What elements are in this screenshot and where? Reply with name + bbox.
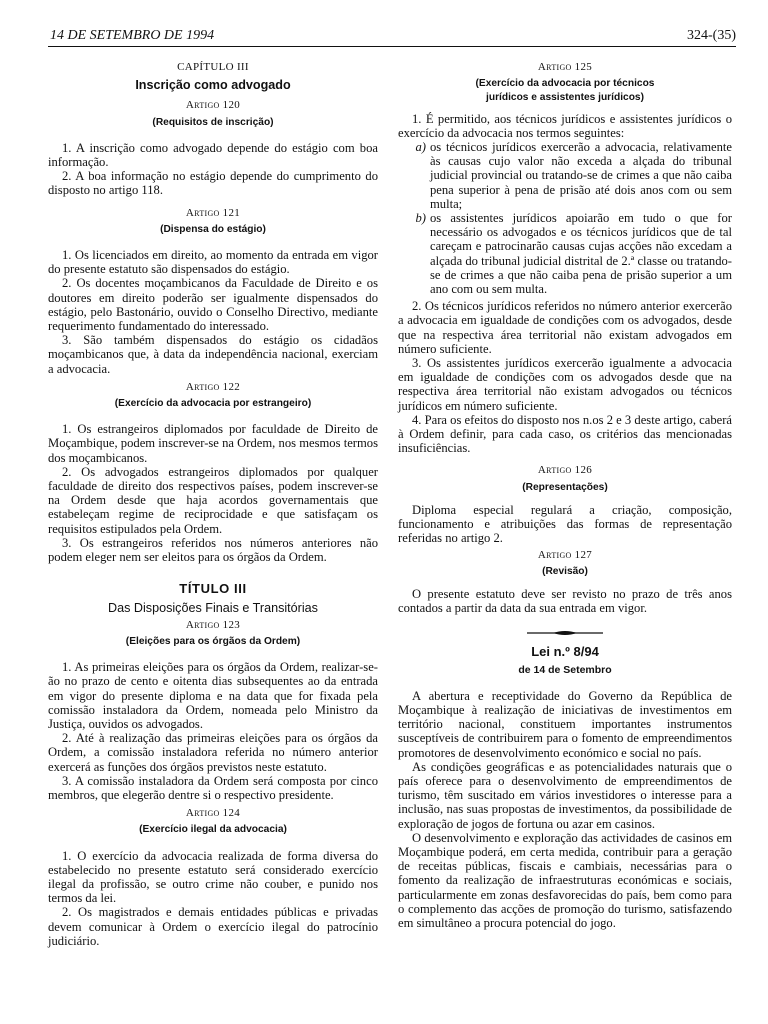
article-124-p2: 2. Os magistrados e demais entidades públicas e privadas devem comunicar à Ordem o exercício ilegal do patrocínio judiciário.	[48, 905, 378, 948]
article-125-p4: 4. Para os efeitos do disposto nos n.os 2 e 3 deste artigo, caberá à Ordem definir, para cada caso, os critérios das mencionadas insuficiências.	[398, 412, 732, 456]
article-125-title: (Exercício da advocacia por técnicos jurídicos e assistentes jurídicos)	[475, 78, 655, 104]
article-122-p1: 1. Os estrangeiros diplomados por faculdade de Direito de Moçambique, podem inscrever-se na Ordem, nos mesmos termos dos moçambicanos.	[48, 422, 378, 465]
article-121-p1: 1. Os licenciados em direito, ao momento da entrada em vigor do presente estatuto são dispensados do estágio.	[48, 248, 378, 277]
list-item-a-text: os técnicos jurídicos exercerão a advocacia, relativamente às causas cujo valor não exceda a alçada do tribunal judicial provincial ou tratando-se de crimes a que não caiba pena superior à pena de prisão até dois anos com ou sem multa;	[430, 140, 732, 211]
article-123-p2: 2. Até à realização das primeiras eleições para os órgãos da Ordem, a comissão instaladora referida no número anterior exercerá as funções dos órgãos previstos neste estatuto.	[48, 731, 378, 774]
header-page-number: 324-(35)	[687, 28, 736, 43]
list-item-a-label: a)	[415, 140, 426, 155]
article-127-p1: O presente estatuto deve ser revisto no prazo de três anos contados a partir da data da sua entrada em vigor.	[398, 586, 732, 616]
right-column	[398, 56, 732, 930]
article-121-p3: 3. São também dispensados do estágio os cidadãos moçambicanos que, à data da independência nacional, exerciam a advocacia.	[48, 333, 378, 376]
ornamental-divider	[525, 629, 605, 637]
article-120-label: Artigo 120	[185, 99, 241, 112]
list-item	[398, 211, 732, 296]
article-120-p2: 2. A boa informação no estágio depende do cumprimento do disposto no artigo 118.	[48, 169, 378, 198]
titulo-heading: TÍTULO III	[179, 581, 247, 597]
header-date: 14 DE SETEMBRO DE 1994	[50, 28, 215, 43]
article-124-p1: 1. O exercício da advocacia realizada de forma diversa do estabelecido no presente estatuto será considerado exercício ilegal da profissão, se outro crime não couber, e punido nos termos da lei.	[48, 848, 378, 906]
chapter-title: Inscrição como advogado	[135, 78, 291, 93]
list-item	[398, 140, 732, 211]
article-126-label: Artigo 126	[537, 464, 593, 477]
lei-heading: Lei n.º 8/94	[531, 644, 599, 660]
article-126-title: (Representações)	[522, 481, 608, 493]
article-124-title: (Exercício ilegal da advocacia)	[139, 824, 287, 836]
article-122-p2: 2. Os advogados estrangeiros diplomados por qualquer faculdade de direito dos respectivos países, podem inscrever-se na Ordem desde que haja acordos governamentais que estabeleçam regime de reciprocidade e que satisfaçam os requisitos estipulados pela Ordem.	[48, 464, 378, 536]
lei-preamble-p2: As condições geográficas e as potencialidades naturais que o país oferece para o desenvolvimento de empreendimentos de turismo, têm suscitado em vários investidores o interesse para a inclusão, nas suas propostas de investimentos, da possibilidade de exploração de jogos de fortuna ou azar em casinos.	[398, 759, 732, 831]
page-header	[48, 24, 736, 47]
article-120-p1: 1. A inscrição como advogado depende do estágio com boa informação.	[48, 140, 378, 170]
article-126-p1: Diploma especial regulará a criação, composição, funcionamento e atribuições das formas de representação referidas no artigo 2.	[398, 502, 732, 546]
article-120-title: (Requisitos de inscrição)	[152, 116, 274, 128]
article-122-label: Artigo 122	[185, 380, 241, 393]
article-124-label: Artigo 124	[185, 807, 241, 820]
lei-date: de 14 de Setembro	[518, 663, 612, 676]
article-125-p2: 2. Os técnicos jurídicos referidos no número anterior exercerão a advocacia em igualdade de condições com os advogados, desde que na respectiva área territorial não existam advogados em número suficiente.	[398, 299, 732, 356]
article-123-title: (Eleições para os órgãos da Ordem)	[125, 635, 301, 647]
lei-preamble-p3: O desenvolvimento e exploração das actividades de casinos em Moçambique poderá, em certa medida, contribuir para a geração de receitas públicas, fiscais e cambiais, necessárias para o fomento da realização de infraestruturas económicas e sociais, particularmente em zonas desfavorecidas do país, bem como para o complemento das acções de promoção do turismo, satisfazendo em simultâneo a procura potencial do jogo.	[398, 830, 732, 930]
chapter-label: CAPÍTULO III	[177, 61, 249, 73]
article-125-p3: 3. Os assistentes jurídicos exercerão igualmente a advocacia em igualdade de condições com os advogados desde que na respectiva área territorial não existam advogados ou técnicos jurídicos em número suficiente.	[398, 356, 732, 413]
article-127-label: Artigo 127	[537, 548, 593, 561]
lei-preamble-p1: A abertura e receptividade do Governo da República de Moçambique à realização de iniciativas de investimentos em território nacional, constituem importantes instrumentos susceptíveis de contribuirem para o fomento de empreendimentos promotores de desenvolvimento económico e social no país.	[398, 688, 732, 760]
article-123-label: Artigo 123	[185, 618, 241, 631]
article-123-p3: 3. A comissão instaladora da Ordem será composta por cinco membros, que elegerão dentre si o respectivo presidente.	[48, 773, 378, 802]
article-127-title: (Revisão)	[542, 565, 588, 577]
article-123-p1: 1. As primeiras eleições para os órgãos da Ordem, realizar-se-ão no prazo de cento e oitenta dias subsequentes ao da entrada em vigor do presente diploma e na data que for fixada pela comissão instaladora da Ordem, nomeada pelo Ministro da Justiça, ouvidos os advogados.	[48, 660, 378, 731]
list-item-b-label: b)	[415, 211, 426, 226]
article-125-label: Artigo 125	[537, 61, 593, 73]
article-121-label: Artigo 121	[185, 206, 241, 219]
titulo-subheading: Das Disposições Finais e Transitórias	[108, 600, 318, 615]
list-item-b-text: os assistentes jurídicos apoiarão em tudo o que for necessário os advogados e os técnicos jurídicos que de tal careçam e patrocinarão causas cujas acções não excedam a alçada do tribunal judicial distrital de 2.ª classe ou tratando-se de crimes a que não caiba pena de prisão superior a um ano com ou sem multa.	[430, 211, 732, 297]
left-column	[48, 56, 378, 948]
article-122-title: (Exercício da advocacia por estrangeiro)	[114, 398, 312, 410]
article-122-p3: 3. Os estrangeiros referidos nos números anteriores não podem eleger nem ser eleitos para os órgãos da Ordem.	[48, 535, 378, 565]
article-125-p1: 1. É permitido, aos técnicos jurídicos e assistentes jurídicos o exercício da advocacia nos termos seguintes:	[398, 111, 732, 140]
article-121-title: (Dispensa do estágio)	[160, 223, 266, 235]
article-121-p2: 2. Os docentes moçambicanos da Faculdade de Direito e os doutores em direito poderão ser igualmente dispensados do estágio, pelo Bastonário, ouvido o Conselho Directivo, mediante requerimento fundamentado do interessado.	[48, 276, 378, 334]
